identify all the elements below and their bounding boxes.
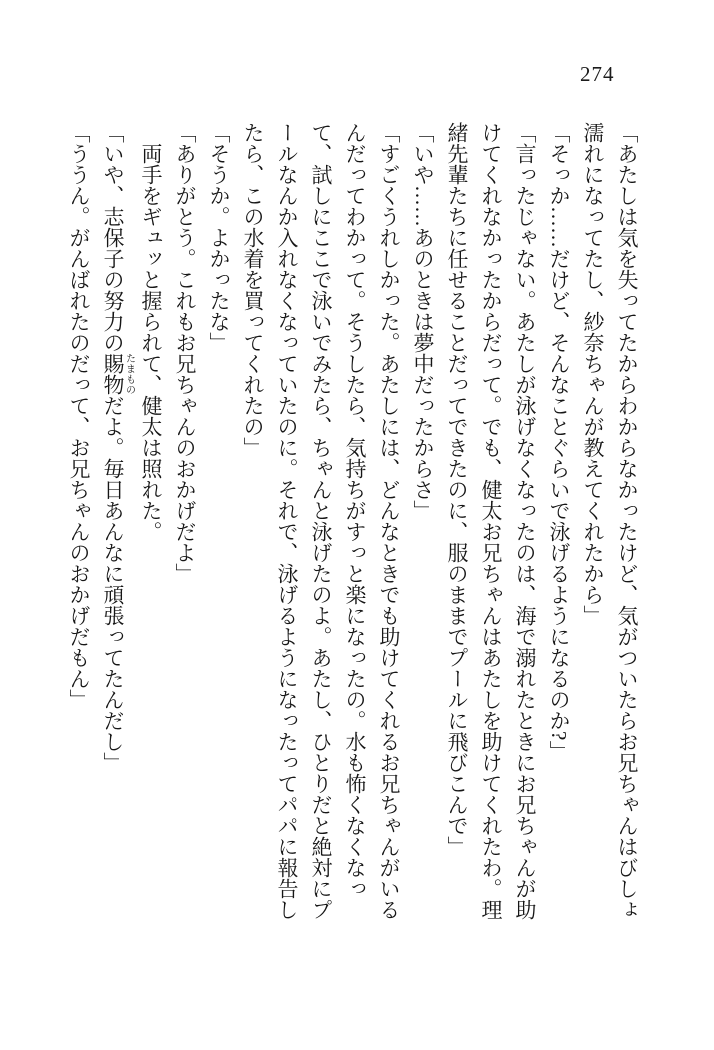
paragraph: 「言ったじゃない。あたしが泳げなくなったのは、海で溺れたときにお兄ちゃんが助けてくれなかったからだって。でも、健太お兄ちゃんはあたしを助けてくれたわ。理緒先輩たちに任せることだってできたのに、服のままでプールに飛びこんで」 [445, 122, 537, 920]
paragraph: 「ううん。がんばれたのだって、お兄ちゃんのおかげだもん」 [67, 122, 91, 710]
paragraph: 両手をギュッと握られて、健太は照れた。 [139, 143, 163, 542]
furigana-ruby: 賜物たまもの [101, 353, 135, 395]
page-number: 274 [580, 62, 615, 86]
paragraph: 「いや、志保子の努力の賜物たまものだよ。毎日あんなに頑張ってたんだし」 [101, 122, 135, 773]
paragraph: 「いや……あのときは夢中だったからさ」 [411, 122, 435, 521]
paragraph: 「あたしは気を失ってたからわからなかったけど、気がついたらお兄ちゃんはびしょ濡れになってたし、紗奈ちゃんが教えてくれたから」 [581, 122, 639, 920]
paragraph: 「そっか……だけど、そんなことぐらいで泳げるようになるのか?」 [547, 122, 571, 762]
paragraph: 「そうか。よかったな」 [207, 122, 231, 353]
paragraph: 「すごくうれしかった。あたしには、どんなときでも助けてくれるお兄ちゃんがいるんだってわかって。そうしたら、気持ちがすっと楽になったの。水も怖くなくなって、試しにここで泳いでみたら、ちゃんと泳げたのよ。あたし、ひとりだと絶対にプールなんか入れなくなっていたのに。それで、泳げるようになったってパパに報告したら、この水着を買ってくれたの」 [241, 122, 401, 920]
paragraph: 「ありがとう。これもお兄ちゃんのおかげだよ」 [173, 122, 197, 584]
vertical-text-block [62, 122, 644, 922]
